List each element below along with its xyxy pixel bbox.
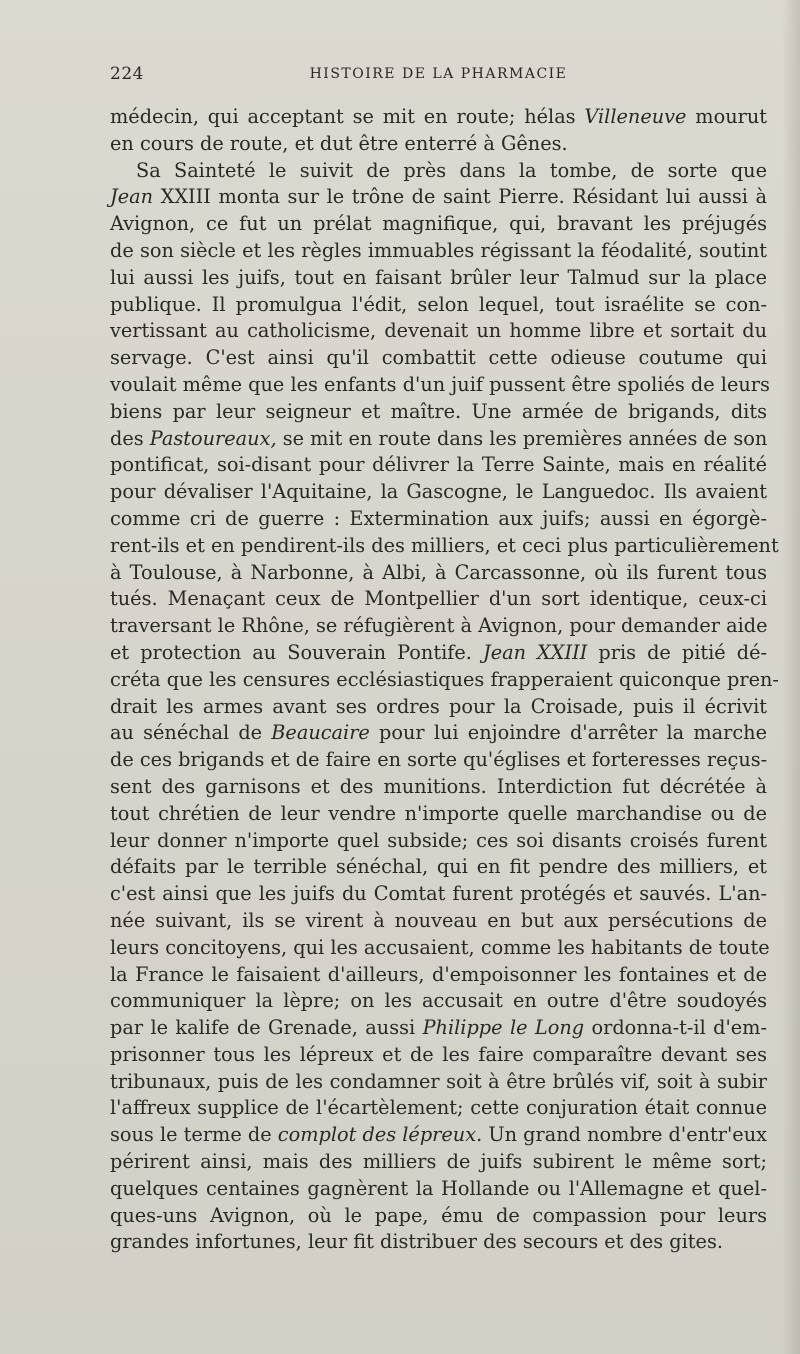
text-line: quelques centaines gagnèrent la Hollande ou l'Allemagne et quel-	[110, 1176, 767, 1200]
text-line: en cours de route, et dut être enterré à Gênes.	[110, 131, 568, 155]
text-line: et protection au Souverain Pontife. Jean XXIII pris de pitié dé-	[110, 640, 767, 664]
text-line: prisonner tous les lépreux et de les faire comparaître devant ses	[110, 1042, 767, 1066]
text-line: pontificat, soi-disant pour délivrer la Terre Sainte, mais en réalité	[110, 453, 767, 477]
body-text	[110, 104, 779, 1256]
text-line: la France le faisaient d'ailleurs, d'empoisonner les fontaines et de	[110, 962, 767, 986]
text-line: pour dévaliser l'Aquitaine, la Gascogne, le Languedoc. Ils avaient	[110, 480, 767, 504]
italic-text: Jean XXIII	[482, 640, 588, 664]
text-line: traversant le Rhône, se réfugièrent à Avignon, pour demander aide	[110, 614, 768, 638]
text-line: drait les armes avant ses ordres pour la Croisade, puis il écrivit	[110, 694, 767, 718]
text-line: des Pastoureaux, se mit en route dans les premières années de son	[110, 426, 768, 450]
text-line: publique. Il promulgua l'édit, selon lequel, tout israélite se con-	[110, 292, 767, 316]
running-title: HISTOIRE DE LA PHARMACIE	[309, 66, 568, 82]
italic-text: Villeneuve	[584, 105, 687, 128]
text-line: de ces brigands et de faire en sorte qu'églises et forteresses reçus-	[110, 748, 768, 772]
text-line: grandes infortunes, leur fit distribuer des secours et des gites.	[110, 1230, 723, 1254]
italic-text: Jean	[110, 185, 154, 209]
text-line: à Toulouse, à Narbonne, à Albi, à Carcassonne, où ils furent tous	[110, 560, 767, 584]
page-edge-shadow	[782, 0, 800, 1354]
page-number: 224	[110, 64, 144, 84]
text-line: rent-ils et en pendirent-ils des milliers, et ceci plus particulièrement	[110, 533, 779, 557]
italic-text: Pastoureaux,	[149, 426, 277, 450]
text-line: leur donner n'importe quel subside; ces soi disants croisés furent	[110, 828, 767, 852]
text-line: voulait même que les enfants d'un juif pussent être spoliés de leurs	[110, 372, 770, 396]
text-line: au sénéchal de Beaucaire pour lui enjoindre d'arrêter la marche	[110, 721, 767, 745]
text-line: Jean XXIII monta sur le trône de saint Pierre. Résidant lui aussi à	[110, 185, 767, 209]
italic-text: Beaucaire	[271, 721, 370, 745]
italic-text: Philippe le Long	[422, 1016, 585, 1040]
text-line: Avignon, ce fut un prélat magnifique, qui, bravant les préjugés	[110, 212, 767, 236]
text-line: leurs concitoyens, qui les accusaient, comme les habitants de toute	[110, 935, 770, 959]
text-line: tués. Menaçant ceux de Montpellier d'un sort identique, ceux-ci	[110, 587, 767, 611]
text-line: de son siècle et les règles immuables régissant la féodalité, soutint	[110, 238, 767, 262]
text-line: servage. C'est ainsi qu'il combattit cette odieuse coutume qui	[110, 346, 767, 370]
text-line: communiquer la lèpre; on les accusait en outre d'être soudoyés	[110, 989, 767, 1013]
text-line: née suivant, ils se virent à nouveau en but aux persécutions de	[110, 908, 767, 932]
text-line: vertissant au catholicisme, devenait un homme libre et sortait du	[110, 319, 767, 343]
text-line: médecin, qui acceptant se mit en route; hélas Villeneuve mourut	[110, 105, 767, 128]
text-line: lui aussi les juifs, tout en faisant brûler leur Talmud sur la place	[110, 265, 767, 289]
text-line: défaits par le terrible sénéchal, qui en fit pendre des milliers, et	[110, 855, 767, 879]
text-line: biens par leur seigneur et maître. Une armée de brigands, dits	[110, 399, 767, 423]
text-line: l'affreux supplice de l'écartèlement; cette conjuration était connue	[110, 1096, 767, 1120]
italic-text: complot des lépreux.	[277, 1123, 483, 1147]
text-line: périrent ainsi, mais des milliers de juifs subirent le même sort;	[110, 1150, 767, 1174]
text-line: Sa Sainteté le suivit de près dans la tombe, de sorte que	[136, 158, 767, 182]
text-line: sent des garnisons et des munitions. Interdiction fut décrétée à	[110, 774, 767, 798]
text-line: sous le terme de complot des lépreux. Un grand nombre d'entr'eux	[110, 1123, 767, 1147]
text-line: c'est ainsi que les juifs du Comtat furent protégés et sauvés. L'an-	[110, 882, 767, 906]
text-line: tribunaux, puis de les condamner soit à être brûlés vif, soit à subir	[110, 1069, 767, 1093]
text-line: ques-uns Avignon, où le pape, ému de compassion pour leurs	[110, 1203, 767, 1227]
page-header	[110, 64, 767, 86]
text-line: créta que les censures ecclésiastiques frapperaient quiconque pren-	[110, 667, 779, 691]
text-line: par le kalife de Grenade, aussi Philippe le Long ordonna-t-il d'em-	[110, 1016, 767, 1040]
text-line: tout chrétien de leur vendre n'importe quelle marchandise ou de	[110, 801, 767, 825]
text-line: comme cri de guerre : Extermination aux juifs; aussi en égorgè-	[110, 506, 767, 530]
